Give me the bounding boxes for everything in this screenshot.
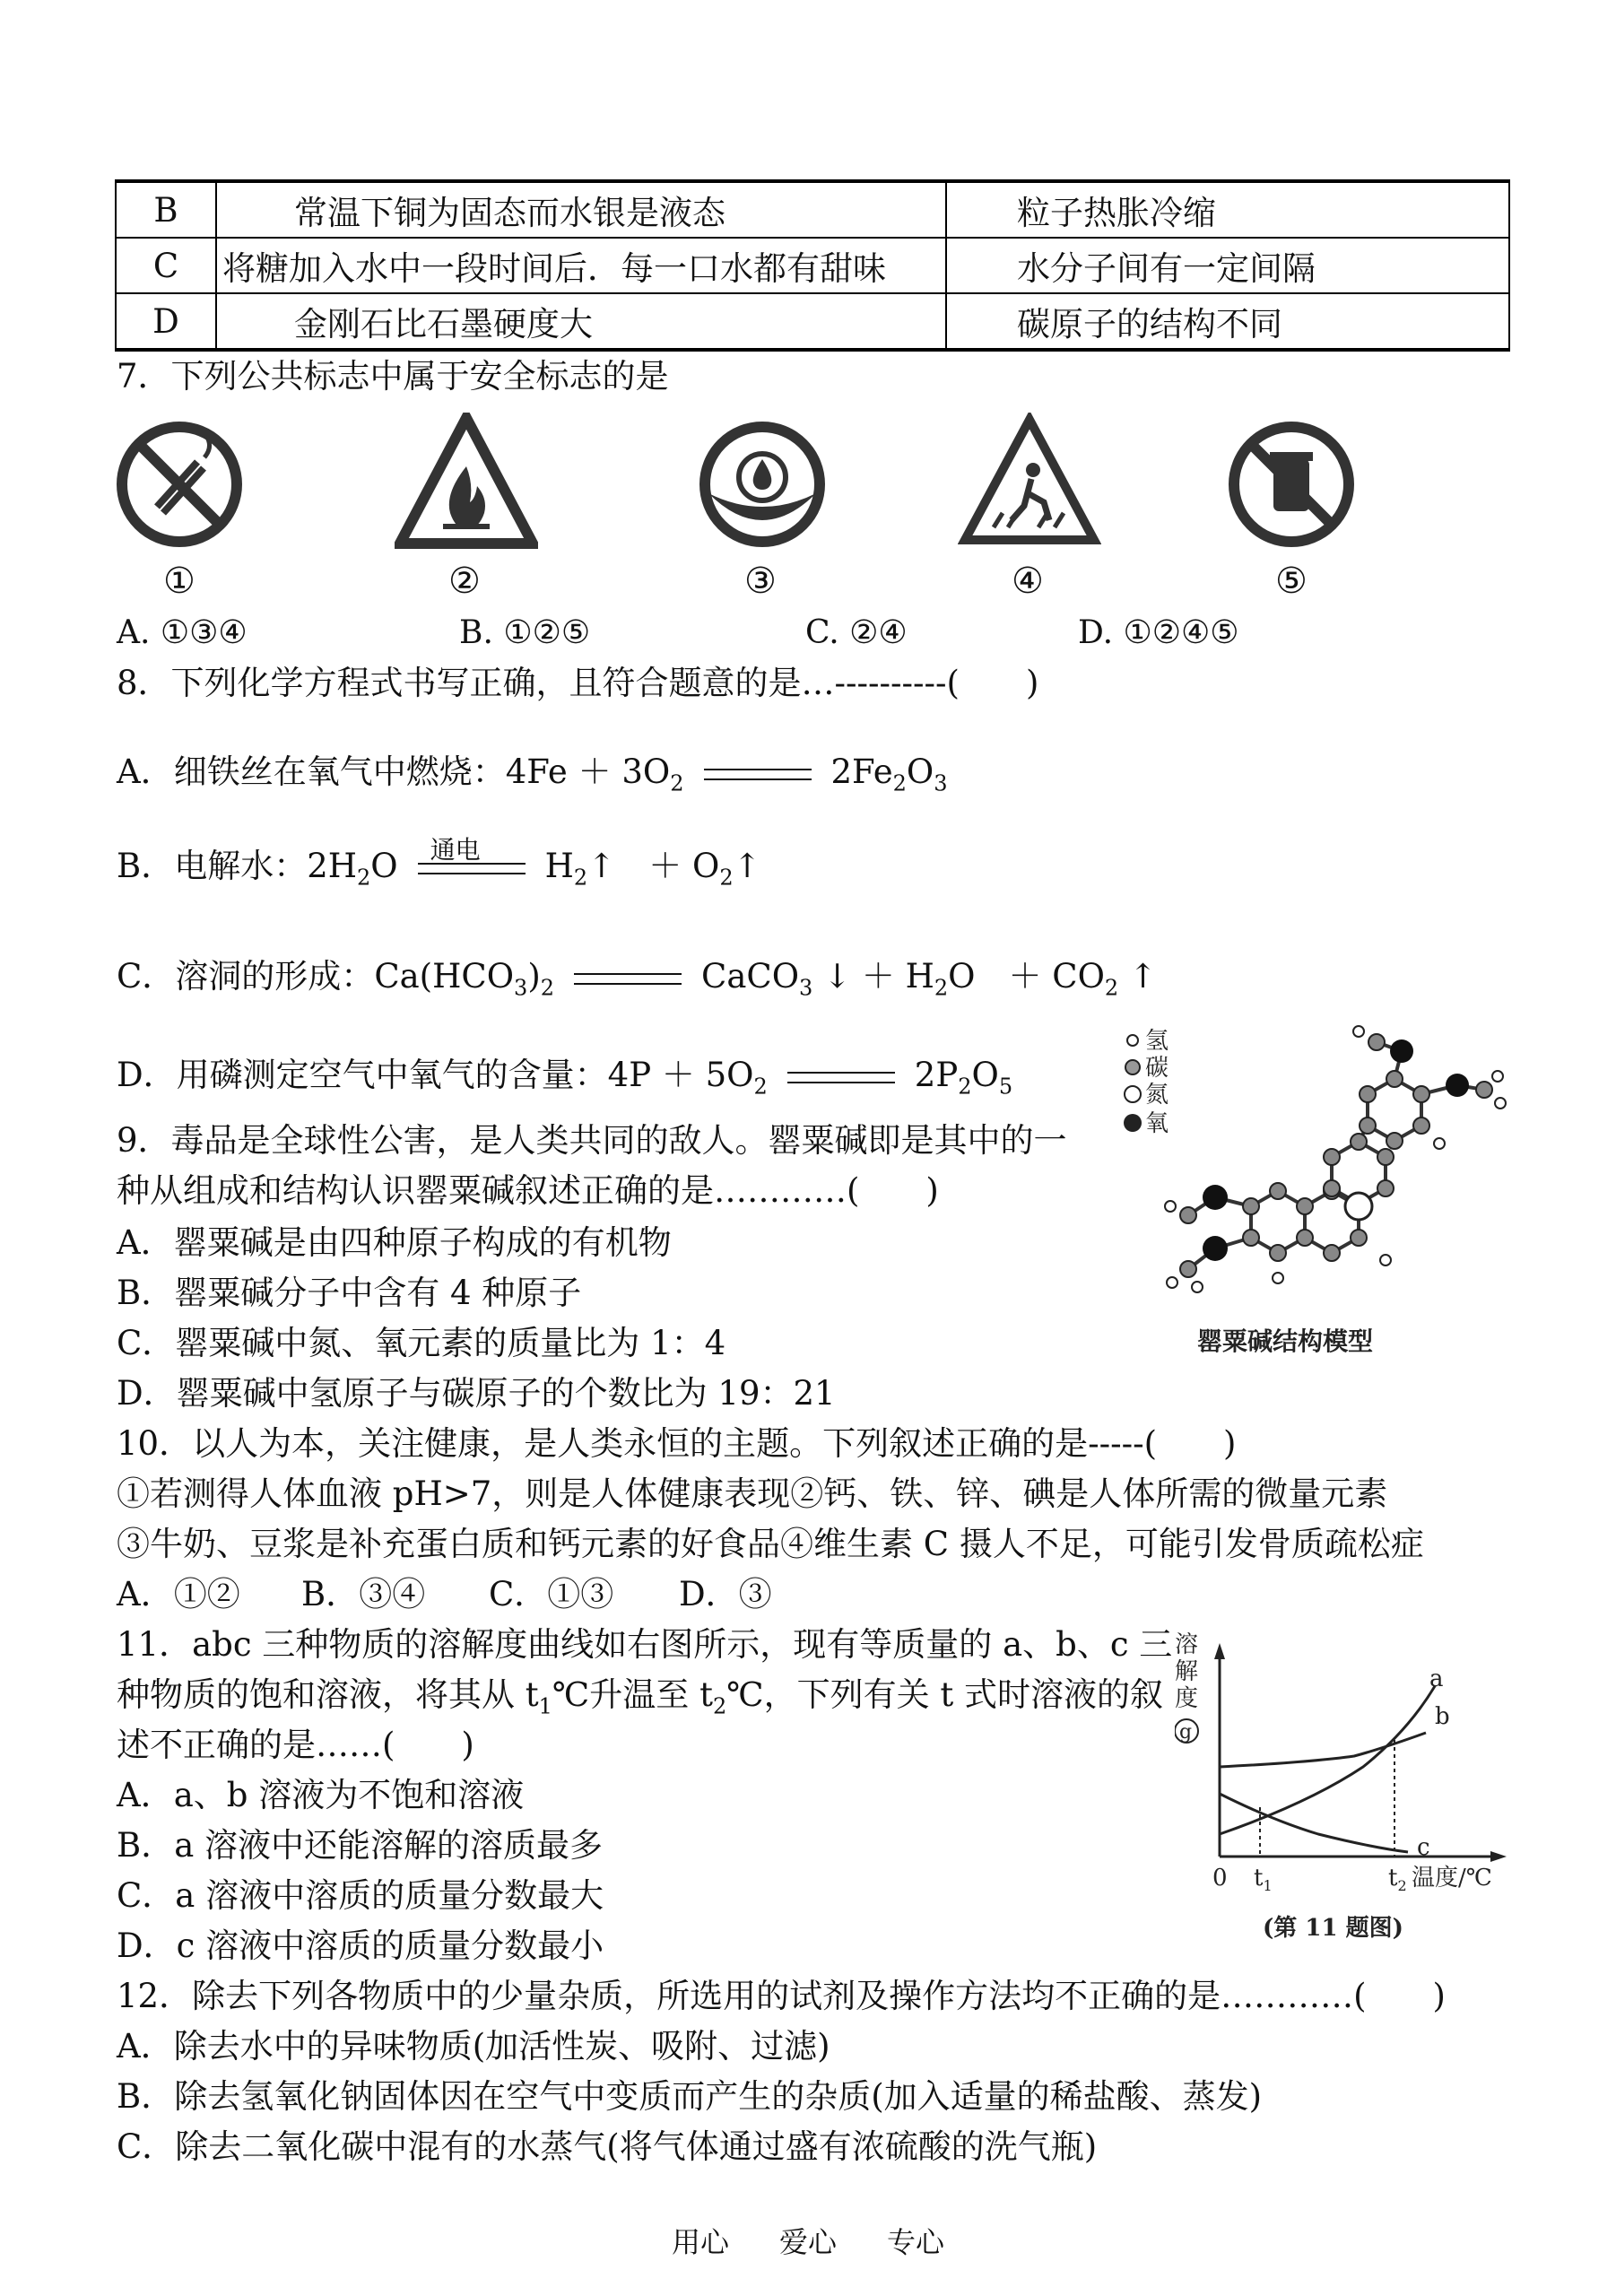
q10-option: D．③ [679, 1575, 772, 1613]
water-saving-icon [691, 413, 834, 556]
table-row [116, 293, 1509, 350]
row-fact: 常温下铜为固态而水银是液态 [216, 181, 946, 238]
q7-option: C. ②④ [805, 614, 908, 651]
q11-option: B．a 溶液中还能溶解的溶质最多 [117, 1826, 604, 1865]
q10-line: ①若测得人体血液 pH>7，则是人体健康表现②钙、铁、锌、碘是人体所需的微量元素 [117, 1474, 1388, 1513]
q10-line: ③牛奶、豆浆是补充蛋白质和钙元素的好食品④维生素 C 摄人不足，可能引发骨质疏松症 [117, 1525, 1424, 1563]
page-footer: 用心 爱心 专心 [671, 2225, 945, 2259]
q12-option: A．除去水中的异味物质(加活性炭、吸附、过滤) [117, 2027, 830, 2066]
flammable-warning-icon [395, 413, 538, 556]
q8-stem: 8．下列化学方程式书写正确，且符合题意的是…----------( ) [117, 664, 1039, 702]
row-letter: B [116, 181, 216, 238]
q11-line: 种物质的饱和溶液，将其从 $t_1℃$升温至 $t_2℃$，下列有关 t 式时溶液的叙 [117, 1675, 1164, 1719]
legend-hydrogen: 氢 [1145, 1028, 1169, 1055]
q7-stem: 7．下列公共标志中属于安全标志的是 [117, 357, 669, 396]
q8-option-b: B．电解水：$2H_2O$ 通电 $H_2↑$ ＋ $O_2↑$ [117, 835, 761, 891]
q9-line: 种从组成和结构认识罂粟碱叙述正确的是…………( ) [117, 1171, 939, 1210]
t1-label: $t_1$ [1254, 1865, 1273, 1894]
t2-label: $t_2$ [1388, 1865, 1407, 1894]
q10-option: A．①② [117, 1575, 240, 1613]
sign-number: ④ [1012, 561, 1044, 602]
y-axis-label-char: 解 [1175, 1658, 1199, 1685]
row-explain: 碳原子的结构不同 [946, 293, 1509, 350]
table-row [116, 238, 1509, 293]
row-explain: 水分子间有一定间隔 [946, 238, 1509, 293]
legend-nitrogen: 氮 [1145, 1082, 1169, 1109]
equals-sign [704, 769, 812, 780]
y-axis-label-char: 度 [1175, 1685, 1199, 1712]
equals-sign: 通电 [418, 863, 526, 874]
q11-line: 11．abc 三种物质的溶解度曲线如右图所示，现有等质量的 a、b、c 三 [117, 1625, 1173, 1664]
sign-number: ⑤ [1275, 561, 1308, 602]
q8-option-d: D．用磷测定空气中氧气的含量：$4P + 5O_2$ $2P_2O_5$ [117, 1056, 1013, 1100]
q7-option: B. ①②⑤ [459, 614, 591, 651]
q7-option: D. ①②④⑤ [1078, 614, 1239, 651]
sign-number: ① [163, 561, 195, 602]
origin-label: 0 [1212, 1865, 1228, 1892]
row-fact: 将糖加入水中一段时间后．每一口水都有甜味 [216, 238, 946, 293]
no-litter-icon [1220, 413, 1363, 556]
molecule-model-figure [1116, 1022, 1520, 1363]
row-letter: D [116, 293, 216, 350]
q10-option: C．①③ [489, 1575, 614, 1613]
sign-number: ② [448, 561, 481, 602]
q11-option: C．a 溶液中溶质的质量分数最大 [117, 1876, 604, 1915]
q9-line: 9．毒品是全球性公害，是人类共同的敌人。罂粟碱即是其中的一 [117, 1121, 1067, 1160]
q10-option: B．③④ [301, 1575, 426, 1613]
q12-stem: 12．除去下列各物质中的少量杂质，所选用的试剂及操作方法均不正确的是…………( ) [117, 1977, 1446, 2015]
row-explain: 粒子热胀冷缩 [946, 181, 1509, 238]
legend-carbon: 碳 [1145, 1055, 1169, 1082]
q7-option: A. ①③④ [117, 614, 248, 651]
q10-stem: 10．以人为本，关注健康，是人类永恒的主题。下列叙述正确的是-----( ) [117, 1424, 1237, 1463]
q12-option: C．除去二氧化碳中混有的水蒸气(将气体通过盛有浓硫酸的洗气瓶) [117, 2127, 1098, 2166]
curve-label: b [1435, 1703, 1450, 1730]
q12-option: B．除去氢氧化钠固体因在空气中变质而产生的杂质(加入适量的稀盐酸、蒸发) [117, 2077, 1263, 2116]
x-axis-label: 温度/℃ [1412, 1865, 1492, 1892]
equals-sign [787, 1072, 895, 1083]
q7-signs [0, 413, 1616, 610]
legend-oxygen: 氧 [1145, 1110, 1169, 1137]
row-fact: 金刚石比石墨硬度大 [216, 293, 946, 350]
q8-option-a: A．细铁丝在氧气中燃烧：$4Fe + 3O_2$ $2Fe_2O_3$ [117, 752, 948, 796]
comparison-table [115, 179, 1510, 352]
y-axis-label-char: 溶 [1175, 1632, 1199, 1658]
curve-label: a [1429, 1665, 1444, 1692]
curve-label: c [1417, 1834, 1430, 1861]
graph-caption: (第 11 题图) [1263, 1915, 1403, 1942]
slippery-warning-icon [958, 413, 1101, 556]
sign-number: ③ [744, 561, 777, 602]
table-row [116, 181, 1509, 238]
row-letter: C [116, 238, 216, 293]
q11-option: D．c 溶液中溶质的质量分数最小 [117, 1926, 604, 1965]
equals-sign [574, 973, 682, 985]
q9-option: D．罂粟碱中氢原子与碳原子的个数比为 19：21 [117, 1374, 836, 1413]
q11-line: 述不正确的是……( ) [117, 1726, 474, 1764]
solubility-curve-figure [1175, 1632, 1516, 1973]
y-axis-unit: g [1179, 1721, 1193, 1744]
q11-option: A．a、b 溶液为不饱和溶液 [117, 1776, 525, 1814]
molecule-caption: 罂粟碱结构模型 [1197, 1326, 1374, 1356]
q9-option: C．罂粟碱中氮、氧元素的质量比为 1：4 [117, 1324, 726, 1362]
q8-option-c: C．溶洞的形成：$Ca(HCO_3)_2$ CaCO$_3$ ↓ ＋ $H_2O$ ＋ $CO_2$ ↑ [117, 957, 1157, 1001]
no-smoking-icon [108, 413, 251, 556]
q9-option: B．罂粟碱分子中含有 4 种原子 [117, 1274, 582, 1312]
q9-option: A．罂粟碱是由四种原子构成的有机物 [117, 1223, 672, 1262]
